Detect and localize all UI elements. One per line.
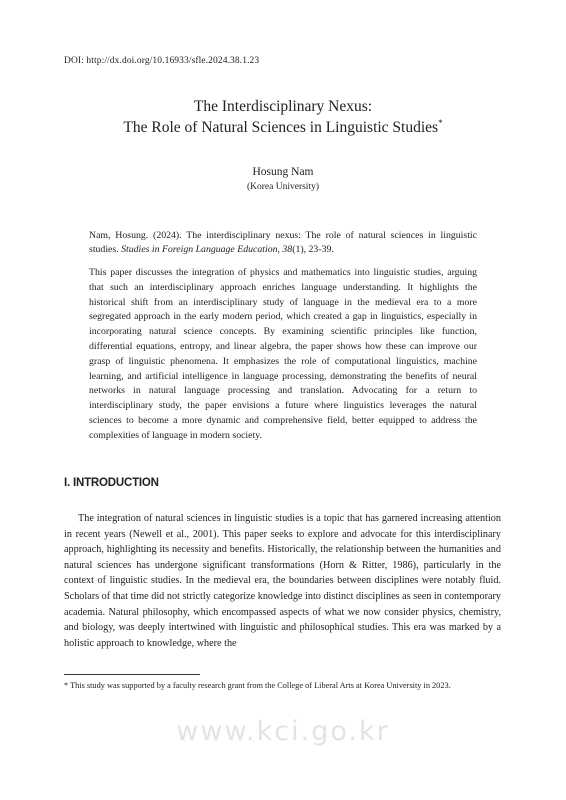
citation-prefix: Nam, Hosung. (2024). The interdisciplinary nexus: The role of natural sciences in linguistic studies.: [89, 230, 477, 255]
title-footnote-marker: *: [438, 117, 443, 128]
abstract: This paper discusses the integration of physics and mathematics into linguistic studies, arguing that such an interdisciplinary approach enriches language understanding. It highlights the historical shift from an interdisciplinary study of language in the medieval era to a more segregated approach in the early modern period, which created a gap in linguistics, especially in incorporating natural science concepts. By examining scientific principles like function, differential equations, entropy, and linear algebra, the paper shows how these can improve our grasp of linguistic phenomena. It emphasizes the role of computational linguistics, machine learning, and artificial intelligence in language processing, demonstrating the benefits of neural networks in natural language processing and translation. Advocating for a return to interdisciplinary study, the paper envisions a future where linguistics leverages the natural sciences to become a more dynamic and comprehensive field, better equipped to address the complexities of language in modern society.: [89, 267, 477, 441]
title-text-1: The Interdisciplinary Nexus:: [193, 98, 373, 115]
paper-title-line-1: [0, 96, 566, 117]
watermark: www.kci.go.kr: [176, 716, 390, 747]
introduction-paragraph: The integration of natural sciences in linguistic studies is a topic that has garnered increasing attention in recent years (Newell et al., 2001). This paper seeks to explore and advocate for this interdisciplinary approach, highlighting its necessity and benefits. Historically, the relationship between the humanities and natural sciences has undergone significant transformations (Horn & Ritter, 1986), particularly in the context of linguistic studies. In the medieval era, the boundaries between disciplines were notably fluid. Scholars of that time did not strictly categorize knowledge into distinct disciplines as seen in contemporary academia. Natural philosophy, which encompassed aspects of what we now consider physics, chemistry, and biology, was deeply intertwined with linguistic and philosophical studies. This era was marked by a holistic approach to knowledge, where the: [64, 513, 501, 649]
footnote-divider: [64, 674, 200, 675]
footnote: * This study was supported by a faculty research grant from the College of Liberal Arts at Korea University in 2023.: [64, 681, 451, 690]
section-heading-introduction: I. INTRODUCTION: [64, 477, 159, 489]
paper-title-line-2: [0, 117, 566, 138]
citation-journal: Studies in Foreign Language Education, 38: [121, 243, 293, 255]
author-name: Hosung Nam: [252, 166, 314, 178]
title-text-2: The Role of Natural Sciences in Linguistic Studies: [123, 119, 439, 136]
citation: [89, 229, 477, 256]
citation-suffix: (1), 23-39.: [292, 243, 334, 255]
author-affiliation: (Korea University): [246, 182, 319, 192]
doi-line: DOI: http://dx.doi.org/10.16933/sfle.2024.38.1.23: [64, 56, 260, 66]
